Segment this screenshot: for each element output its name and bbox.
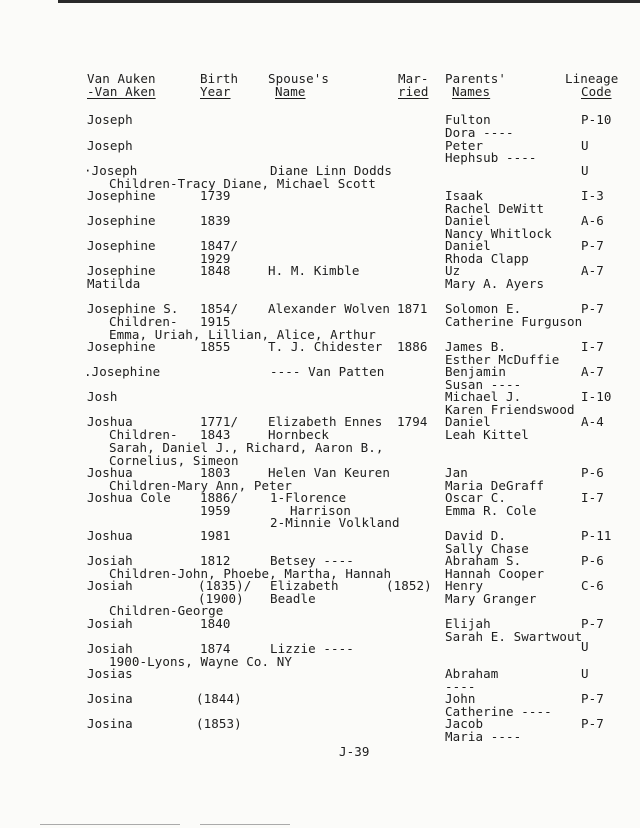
entry-parent: Abraham (445, 666, 499, 681)
entry-birth-year: 1886/ (200, 490, 239, 505)
entry-birth-year: (1853) (196, 716, 242, 731)
entry-name: Josephine (87, 188, 156, 203)
header-col3-line1: Spouse's (268, 71, 330, 86)
entry-children: Children-George (109, 603, 224, 618)
entry-parent: Leah Kittel (445, 427, 529, 442)
entry-name: Josephine (87, 238, 156, 253)
entry-parent: Rhoda Clapp (445, 251, 529, 266)
page-number: J-39 (339, 744, 370, 759)
entry-spouse: Elizabeth (270, 578, 339, 593)
top-border-line (58, 0, 640, 3)
entry-parent: Sally Chase (445, 541, 529, 556)
entry-children: Children-Mary Ann, Peter (109, 478, 293, 493)
entry-name: Josh (87, 389, 118, 404)
entry-name: Josephine (87, 339, 156, 354)
entry-lineage-code: I-7 (581, 490, 604, 505)
entry-parent: Jan (445, 465, 468, 480)
entry-spouse: H. M. Kimble (268, 263, 360, 278)
entry-parent: Solomon E. (445, 301, 522, 316)
entry-parent: James B. (445, 339, 507, 354)
entry-children: Children-John, Phoebe, Martha, Hannah (109, 566, 392, 581)
entry-name: Joseph (87, 112, 133, 127)
entry-birth-year: 1847/ (200, 238, 239, 253)
entry-parent: Uz (445, 263, 461, 278)
entry-parent: Esther McDuffie (445, 352, 560, 367)
entry-spouse: Elizabeth Ennes (268, 414, 383, 429)
entry-birth-year: 1771/ (200, 414, 239, 429)
entry-lineage-code: P-7 (581, 616, 604, 631)
entry-spouse: ---- Van Patten (270, 364, 385, 379)
entry-name: Josephine (87, 263, 156, 278)
entry-lineage-code: A-6 (581, 213, 604, 228)
entry-parent: Henry (445, 578, 484, 593)
entry-lineage-code: U (581, 639, 589, 654)
entry-lineage-code: I-3 (581, 188, 604, 203)
entry-parent: Fulton (445, 112, 491, 127)
entry-name: Josias (87, 666, 133, 681)
entry-children: Children-Tracy Diane, Michael Scott (109, 176, 376, 191)
entry-married-year: 1886 (397, 339, 428, 354)
entry-name: Josephine (87, 213, 156, 228)
entry-spouse: Alexander Wolven (268, 301, 391, 316)
entry-lineage-code: U (581, 666, 589, 681)
entry-birth-year: 1803 (200, 465, 231, 480)
entry-lineage-code: P-10 (581, 112, 612, 127)
entry-birth-year: 1854/ (200, 301, 239, 316)
entry-spouse: 1-Florence (270, 490, 347, 505)
entry-parent: Oscar C. (445, 490, 507, 505)
entry-name: Josephine S. (87, 301, 179, 316)
entry-lineage-code: P-6 (581, 553, 604, 568)
entry-parent: Daniel (445, 213, 491, 228)
entry-lineage-code: P-6 (581, 465, 604, 480)
entry-name: Josina (87, 691, 133, 706)
header-col6-line2: Code (581, 84, 612, 99)
entry-name: Josiah (87, 578, 133, 593)
entry-parent: Rachel DeWitt (445, 201, 545, 216)
entry-parent: Daniel (445, 238, 491, 253)
entry-lineage-code: P-7 (581, 238, 604, 253)
entry-lineage-code: P-11 (581, 528, 612, 543)
scan-artifact (40, 824, 180, 825)
entry-name: ·Joseph (84, 163, 138, 178)
entry-lineage-code: U (581, 163, 589, 178)
entry-parent: Benjamin (445, 364, 507, 379)
scan-artifact (200, 824, 290, 825)
entry-death-year: 1915 (200, 314, 231, 329)
entry-married-year: 1794 (397, 414, 428, 429)
entry-parent: Hephsub ---- (445, 150, 537, 165)
entry-birth-year: 1848 (200, 263, 231, 278)
header-col6-line1: Lineage (565, 71, 619, 86)
entry-name-continued: Matilda (87, 276, 141, 291)
header-col4-line1: Mar- (398, 71, 429, 86)
entry-married-year: 1871 (397, 301, 428, 316)
header-col3-line2: Name (275, 84, 306, 99)
header-col2-line2: Year (200, 84, 231, 99)
entry-children: Emma, Uriah, Lillian, Alice, Arthur (109, 327, 376, 342)
entry-parent: Karen Friendswood (445, 402, 575, 417)
entry-spouse: Betsey ---- (270, 553, 354, 568)
header-col5-line2: Names (452, 84, 491, 99)
entry-parent: Mary Granger (445, 591, 537, 606)
entry-parent: Nancy Whitlock (445, 226, 552, 241)
entry-parent: Michael J. (445, 389, 522, 404)
entry-parent: Maria ---- (445, 729, 522, 744)
entry-children-label: Children- (109, 427, 178, 442)
entry-name: Josiah (87, 553, 133, 568)
entry-children: Sarah, Daniel J., Richard, Aaron B., (109, 440, 384, 455)
entry-spouse-continued: Harrison (290, 503, 352, 518)
header-col5-line1: Parents' (445, 71, 507, 86)
entry-name: Josiah (87, 616, 133, 631)
entry-parent: Peter (445, 138, 484, 153)
entry-spouse: T. J. Chidester (268, 339, 383, 354)
entry-children-label: Children- (109, 314, 178, 329)
entry-parent: Catherine Furguson (445, 314, 583, 329)
entry-birth-year: 1839 (200, 213, 231, 228)
entry-parent: Abraham S. (445, 553, 522, 568)
header-col1-line1: Van Auken (87, 71, 156, 86)
entry-children-continued: Cornelius, Simeon (109, 453, 239, 468)
entry-name: Josina (87, 716, 133, 731)
entry-parent: John (445, 691, 476, 706)
entry-lineage-code: I-7 (581, 339, 604, 354)
entry-spouse: Diane Linn Dodds (270, 163, 393, 178)
entry-name: Joshua Cole (87, 490, 171, 505)
entry-birth-year: 1855 (200, 339, 231, 354)
entry-spouse: Lizzie ---- (270, 641, 354, 656)
entry-parent: Daniel (445, 414, 491, 429)
entry-birth-year: 1840 (200, 616, 231, 631)
entry-name: Joseph (87, 138, 133, 153)
entry-name: Joshua (87, 465, 133, 480)
entry-parent: Sarah E. Swartwout (445, 629, 583, 644)
header-col2-line1: Birth (200, 71, 239, 86)
entry-death-year: 1929 (200, 251, 231, 266)
entry-name: Joshua (87, 414, 133, 429)
entry-parent: Dora ---- (445, 125, 514, 140)
entry-spouse: Helen Van Keuren (268, 465, 391, 480)
entry-name: .Josephine (84, 364, 161, 379)
entry-parent: Jacob (445, 716, 484, 731)
entry-lineage-code: A-4 (581, 414, 604, 429)
entry-parent: Susan ---- (445, 377, 522, 392)
entry-parent: Isaak (445, 188, 484, 203)
entry-name: Joshua (87, 528, 133, 543)
entry-spouse-continued: Hornbeck (268, 427, 330, 442)
entry-birth-year: (1835)/ (198, 578, 252, 593)
entry-parent: Mary A. Ayers (445, 276, 545, 291)
entry-lineage-code: C-6 (581, 578, 604, 593)
entry-death-year: 1843 (200, 427, 231, 442)
entry-second-spouse: 2-Minnie Volkland (270, 515, 400, 530)
entry-birth-year: 1981 (200, 528, 231, 543)
entry-lineage-code: A-7 (581, 364, 604, 379)
entry-parent: Elijah (445, 616, 491, 631)
entry-lineage-code: P-7 (581, 301, 604, 316)
entry-birth-year: 1874 (200, 641, 231, 656)
entry-parent: Emma R. Cole (445, 503, 537, 518)
entry-married-year: (1852) (386, 578, 432, 593)
entry-lineage-code: U (581, 138, 589, 153)
header-col4-line2: ried (398, 84, 429, 99)
entry-residence-note: 1900-Lyons, Wayne Co. NY (109, 654, 293, 669)
entry-death-year: 1959 (200, 503, 231, 518)
entry-death-year: (1900) (198, 591, 244, 606)
entry-parent: Catherine ---- (445, 704, 552, 719)
entry-birth-year: (1844) (196, 691, 242, 706)
entry-parent: Maria DeGraff (445, 478, 545, 493)
entry-lineage-code: P-7 (581, 716, 604, 731)
entry-lineage-code: A-7 (581, 263, 604, 278)
entry-birth-year: 1739 (200, 188, 231, 203)
entry-parent: David D. (445, 528, 507, 543)
header-col1-line2: -Van Aken (87, 84, 156, 99)
entry-name: Josiah (87, 641, 133, 656)
entry-birth-year: 1812 (200, 553, 231, 568)
entry-parent: Hannah Cooper (445, 566, 545, 581)
entry-lineage-code: P-7 (581, 691, 604, 706)
entry-lineage-code: I-10 (581, 389, 612, 404)
entry-spouse-continued: Beadle (270, 591, 316, 606)
entry-parent: ---- (445, 679, 476, 694)
